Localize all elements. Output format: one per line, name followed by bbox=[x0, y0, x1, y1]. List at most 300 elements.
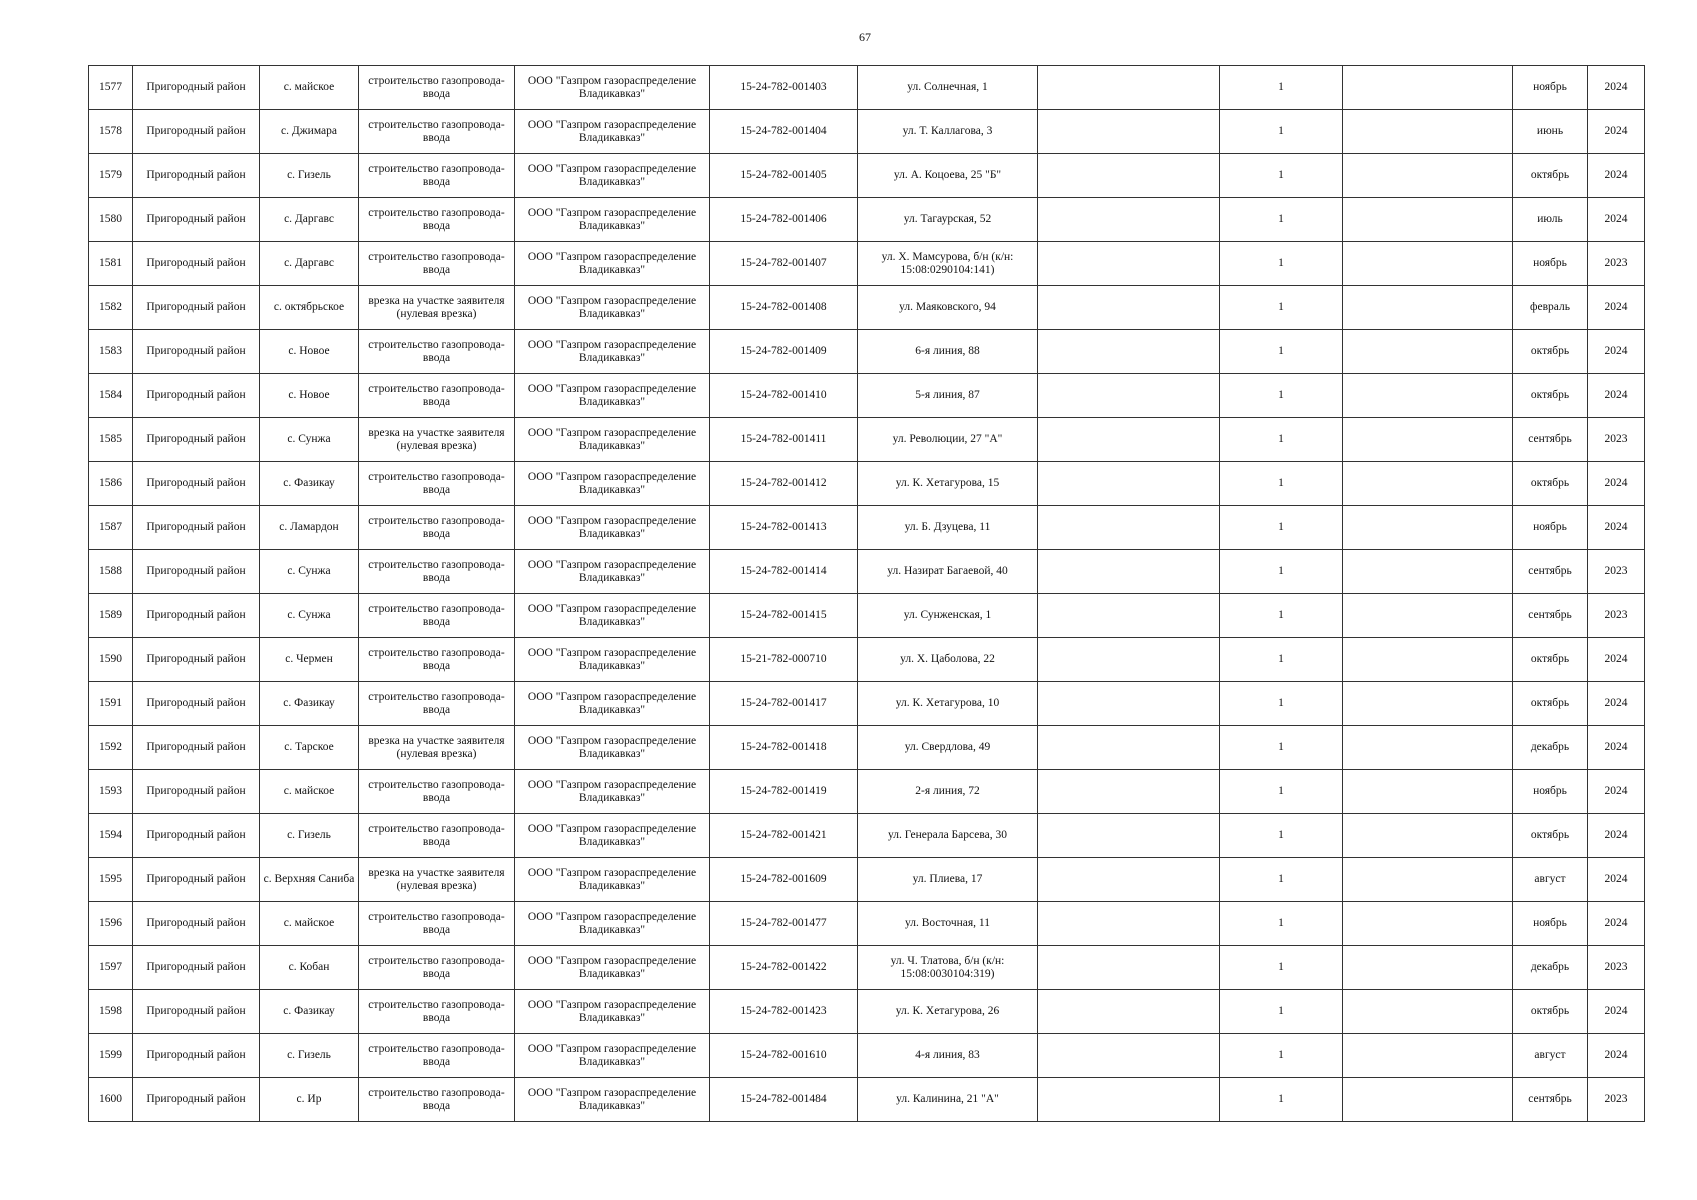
month-cell: октябрь bbox=[1513, 682, 1588, 726]
row-number: 1579 bbox=[89, 154, 133, 198]
address-cell: ул. Назират Багаевой, 40 bbox=[858, 550, 1038, 594]
month-cell: октябрь bbox=[1513, 814, 1588, 858]
address-cell: ул. Свердлова, 49 bbox=[858, 726, 1038, 770]
year-cell: 2024 bbox=[1588, 330, 1645, 374]
district-cell: Пригородный район bbox=[133, 462, 260, 506]
table-row bbox=[89, 550, 1645, 594]
application-number-cell: 15-24-782-001423 bbox=[710, 990, 858, 1034]
table-row bbox=[89, 506, 1645, 550]
application-number-cell: 15-21-782-000710 bbox=[710, 638, 858, 682]
district-cell: Пригородный район bbox=[133, 66, 260, 110]
application-number-cell: 15-24-782-001410 bbox=[710, 374, 858, 418]
work-type-cell: строительство газопровода-ввода bbox=[359, 902, 515, 946]
month-cell: август bbox=[1513, 858, 1588, 902]
year-cell: 2024 bbox=[1588, 462, 1645, 506]
table-row bbox=[89, 682, 1645, 726]
table-row bbox=[89, 638, 1645, 682]
address-cell: ул. Т. Каллагова, 3 bbox=[858, 110, 1038, 154]
count-cell: 1 bbox=[1220, 198, 1343, 242]
count-cell: 1 bbox=[1220, 1078, 1343, 1122]
table-row bbox=[89, 330, 1645, 374]
month-cell: декабрь bbox=[1513, 946, 1588, 990]
month-cell: сентябрь bbox=[1513, 594, 1588, 638]
organization-cell: ООО "Газпром газораспределение Владикавказ" bbox=[515, 330, 710, 374]
year-cell: 2023 bbox=[1588, 418, 1645, 462]
empty-cell bbox=[1343, 198, 1513, 242]
settlement-cell: с. майское bbox=[260, 902, 359, 946]
address-cell: ул. Б. Дзуцева, 11 bbox=[858, 506, 1038, 550]
empty-cell bbox=[1038, 66, 1220, 110]
address-cell: ул. А. Коцоева, 25 "Б" bbox=[858, 154, 1038, 198]
work-type-cell: строительство газопровода-ввода bbox=[359, 770, 515, 814]
organization-cell: ООО "Газпром газораспределение Владикавказ" bbox=[515, 506, 710, 550]
district-cell: Пригородный район bbox=[133, 858, 260, 902]
empty-cell bbox=[1343, 506, 1513, 550]
count-cell: 1 bbox=[1220, 638, 1343, 682]
work-type-cell: строительство газопровода-ввода bbox=[359, 990, 515, 1034]
settlement-cell: с. Чермен bbox=[260, 638, 359, 682]
empty-cell bbox=[1343, 286, 1513, 330]
empty-cell bbox=[1343, 682, 1513, 726]
row-number: 1584 bbox=[89, 374, 133, 418]
district-cell: Пригородный район bbox=[133, 242, 260, 286]
month-cell: октябрь bbox=[1513, 990, 1588, 1034]
address-cell: 4-я линия, 83 bbox=[858, 1034, 1038, 1078]
empty-cell bbox=[1038, 726, 1220, 770]
empty-cell bbox=[1343, 594, 1513, 638]
application-number-cell: 15-24-782-001413 bbox=[710, 506, 858, 550]
row-number: 1583 bbox=[89, 330, 133, 374]
row-number: 1598 bbox=[89, 990, 133, 1034]
application-number-cell: 15-24-782-001406 bbox=[710, 198, 858, 242]
year-cell: 2024 bbox=[1588, 990, 1645, 1034]
year-cell: 2024 bbox=[1588, 638, 1645, 682]
year-cell: 2024 bbox=[1588, 858, 1645, 902]
empty-cell bbox=[1038, 198, 1220, 242]
empty-cell bbox=[1343, 550, 1513, 594]
empty-cell bbox=[1343, 66, 1513, 110]
month-cell: август bbox=[1513, 1034, 1588, 1078]
organization-cell: ООО "Газпром газораспределение Владикавказ" bbox=[515, 242, 710, 286]
work-type-cell: строительство газопровода-ввода bbox=[359, 814, 515, 858]
empty-cell bbox=[1038, 506, 1220, 550]
settlement-cell: с. Гизель bbox=[260, 1034, 359, 1078]
month-cell: сентябрь bbox=[1513, 1078, 1588, 1122]
application-number-cell: 15-24-782-001407 bbox=[710, 242, 858, 286]
connections-table bbox=[88, 65, 1645, 1122]
month-cell: сентябрь bbox=[1513, 418, 1588, 462]
application-number-cell: 15-24-782-001417 bbox=[710, 682, 858, 726]
organization-cell: ООО "Газпром газораспределение Владикавказ" bbox=[515, 462, 710, 506]
count-cell: 1 bbox=[1220, 770, 1343, 814]
organization-cell: ООО "Газпром газораспределение Владикавказ" bbox=[515, 418, 710, 462]
address-cell: ул. К. Хетагурова, 15 bbox=[858, 462, 1038, 506]
count-cell: 1 bbox=[1220, 946, 1343, 990]
empty-cell bbox=[1038, 550, 1220, 594]
settlement-cell: с. Новое bbox=[260, 374, 359, 418]
empty-cell bbox=[1343, 374, 1513, 418]
table-row bbox=[89, 1078, 1645, 1122]
table-row bbox=[89, 770, 1645, 814]
row-number: 1586 bbox=[89, 462, 133, 506]
settlement-cell: с. Сунжа bbox=[260, 594, 359, 638]
count-cell: 1 bbox=[1220, 506, 1343, 550]
work-type-cell: врезка на участке заявителя (нулевая врезка) bbox=[359, 726, 515, 770]
row-number: 1589 bbox=[89, 594, 133, 638]
application-number-cell: 15-24-782-001411 bbox=[710, 418, 858, 462]
row-number: 1591 bbox=[89, 682, 133, 726]
district-cell: Пригородный район bbox=[133, 770, 260, 814]
work-type-cell: строительство газопровода-ввода bbox=[359, 1034, 515, 1078]
empty-cell bbox=[1038, 990, 1220, 1034]
month-cell: июнь bbox=[1513, 110, 1588, 154]
count-cell: 1 bbox=[1220, 374, 1343, 418]
year-cell: 2024 bbox=[1588, 198, 1645, 242]
table-row bbox=[89, 418, 1645, 462]
row-number: 1588 bbox=[89, 550, 133, 594]
organization-cell: ООО "Газпром газораспределение Владикавказ" bbox=[515, 902, 710, 946]
row-number: 1597 bbox=[89, 946, 133, 990]
empty-cell bbox=[1038, 418, 1220, 462]
table-row bbox=[89, 902, 1645, 946]
row-number: 1596 bbox=[89, 902, 133, 946]
address-cell: ул. К. Хетагурова, 10 bbox=[858, 682, 1038, 726]
empty-cell bbox=[1343, 770, 1513, 814]
empty-cell bbox=[1038, 1078, 1220, 1122]
row-number: 1593 bbox=[89, 770, 133, 814]
count-cell: 1 bbox=[1220, 110, 1343, 154]
row-number: 1578 bbox=[89, 110, 133, 154]
district-cell: Пригородный район bbox=[133, 946, 260, 990]
count-cell: 1 bbox=[1220, 242, 1343, 286]
table-row bbox=[89, 1034, 1645, 1078]
settlement-cell: с. Ламардон bbox=[260, 506, 359, 550]
settlement-cell: с. Ир bbox=[260, 1078, 359, 1122]
district-cell: Пригородный район bbox=[133, 682, 260, 726]
settlement-cell: с. Сунжа bbox=[260, 418, 359, 462]
district-cell: Пригородный район bbox=[133, 506, 260, 550]
organization-cell: ООО "Газпром газораспределение Владикавказ" bbox=[515, 990, 710, 1034]
application-number-cell: 15-24-782-001418 bbox=[710, 726, 858, 770]
district-cell: Пригородный район bbox=[133, 154, 260, 198]
settlement-cell: с. Даргавс bbox=[260, 198, 359, 242]
address-cell: ул. Тагаурская, 52 bbox=[858, 198, 1038, 242]
count-cell: 1 bbox=[1220, 550, 1343, 594]
address-cell: ул. К. Хетагурова, 26 bbox=[858, 990, 1038, 1034]
empty-cell bbox=[1038, 1034, 1220, 1078]
empty-cell bbox=[1038, 242, 1220, 286]
application-number-cell: 15-24-782-001415 bbox=[710, 594, 858, 638]
table-row bbox=[89, 66, 1645, 110]
year-cell: 2024 bbox=[1588, 814, 1645, 858]
application-number-cell: 15-24-782-001477 bbox=[710, 902, 858, 946]
empty-cell bbox=[1038, 594, 1220, 638]
address-cell: ул. Х. Цаболова, 22 bbox=[858, 638, 1038, 682]
organization-cell: ООО "Газпром газораспределение Владикавказ" bbox=[515, 154, 710, 198]
work-type-cell: строительство газопровода-ввода bbox=[359, 550, 515, 594]
address-cell: 6-я линия, 88 bbox=[858, 330, 1038, 374]
work-type-cell: строительство газопровода-ввода bbox=[359, 946, 515, 990]
empty-cell bbox=[1038, 682, 1220, 726]
address-cell: ул. Революции, 27 "А" bbox=[858, 418, 1038, 462]
count-cell: 1 bbox=[1220, 594, 1343, 638]
organization-cell: ООО "Газпром газораспределение Владикавказ" bbox=[515, 1034, 710, 1078]
empty-cell bbox=[1038, 770, 1220, 814]
year-cell: 2024 bbox=[1588, 902, 1645, 946]
application-number-cell: 15-24-782-001404 bbox=[710, 110, 858, 154]
address-cell: ул. Восточная, 11 bbox=[858, 902, 1038, 946]
month-cell: ноябрь bbox=[1513, 902, 1588, 946]
settlement-cell: с. Джимара bbox=[260, 110, 359, 154]
work-type-cell: строительство газопровода-ввода bbox=[359, 242, 515, 286]
count-cell: 1 bbox=[1220, 990, 1343, 1034]
empty-cell bbox=[1038, 858, 1220, 902]
application-number-cell: 15-24-782-001422 bbox=[710, 946, 858, 990]
settlement-cell: с. Гизель bbox=[260, 154, 359, 198]
year-cell: 2024 bbox=[1588, 770, 1645, 814]
settlement-cell: с. Даргавс bbox=[260, 242, 359, 286]
empty-cell bbox=[1038, 110, 1220, 154]
year-cell: 2024 bbox=[1588, 506, 1645, 550]
count-cell: 1 bbox=[1220, 66, 1343, 110]
empty-cell bbox=[1343, 242, 1513, 286]
empty-cell bbox=[1038, 946, 1220, 990]
empty-cell bbox=[1343, 902, 1513, 946]
district-cell: Пригородный район bbox=[133, 1078, 260, 1122]
address-cell: ул. Х. Мамсурова, б/н (к/н: 15:08:0290104:141) bbox=[858, 242, 1038, 286]
application-number-cell: 15-24-782-001610 bbox=[710, 1034, 858, 1078]
year-cell: 2024 bbox=[1588, 286, 1645, 330]
table-row bbox=[89, 594, 1645, 638]
district-cell: Пригородный район bbox=[133, 550, 260, 594]
year-cell: 2024 bbox=[1588, 154, 1645, 198]
row-number: 1592 bbox=[89, 726, 133, 770]
year-cell: 2023 bbox=[1588, 946, 1645, 990]
empty-cell bbox=[1343, 946, 1513, 990]
empty-cell bbox=[1038, 286, 1220, 330]
year-cell: 2024 bbox=[1588, 110, 1645, 154]
row-number: 1580 bbox=[89, 198, 133, 242]
month-cell: октябрь bbox=[1513, 154, 1588, 198]
year-cell: 2024 bbox=[1588, 1034, 1645, 1078]
organization-cell: ООО "Газпром газораспределение Владикавказ" bbox=[515, 638, 710, 682]
organization-cell: ООО "Газпром газораспределение Владикавказ" bbox=[515, 286, 710, 330]
empty-cell bbox=[1343, 638, 1513, 682]
work-type-cell: строительство газопровода-ввода bbox=[359, 154, 515, 198]
organization-cell: ООО "Газпром газораспределение Владикавказ" bbox=[515, 1078, 710, 1122]
application-number-cell: 15-24-782-001414 bbox=[710, 550, 858, 594]
year-cell: 2023 bbox=[1588, 594, 1645, 638]
settlement-cell: с. Сунжа bbox=[260, 550, 359, 594]
table-row bbox=[89, 374, 1645, 418]
address-cell: ул. Калинина, 21 "А" bbox=[858, 1078, 1038, 1122]
table-row bbox=[89, 198, 1645, 242]
district-cell: Пригородный район bbox=[133, 418, 260, 462]
table-row bbox=[89, 462, 1645, 506]
work-type-cell: строительство газопровода-ввода bbox=[359, 374, 515, 418]
empty-cell bbox=[1038, 154, 1220, 198]
organization-cell: ООО "Газпром газораспределение Владикавказ" bbox=[515, 946, 710, 990]
table-row bbox=[89, 858, 1645, 902]
organization-cell: ООО "Газпром газораспределение Владикавказ" bbox=[515, 594, 710, 638]
district-cell: Пригородный район bbox=[133, 814, 260, 858]
work-type-cell: врезка на участке заявителя (нулевая врезка) bbox=[359, 858, 515, 902]
work-type-cell: строительство газопровода-ввода bbox=[359, 110, 515, 154]
settlement-cell: с. Фазикау bbox=[260, 682, 359, 726]
work-type-cell: строительство газопровода-ввода bbox=[359, 462, 515, 506]
month-cell: ноябрь bbox=[1513, 770, 1588, 814]
count-cell: 1 bbox=[1220, 330, 1343, 374]
month-cell: июль bbox=[1513, 198, 1588, 242]
district-cell: Пригородный район bbox=[133, 726, 260, 770]
settlement-cell: с. Гизель bbox=[260, 814, 359, 858]
row-number: 1587 bbox=[89, 506, 133, 550]
month-cell: ноябрь bbox=[1513, 66, 1588, 110]
application-number-cell: 15-24-782-001408 bbox=[710, 286, 858, 330]
settlement-cell: с. Фазикау bbox=[260, 990, 359, 1034]
empty-cell bbox=[1343, 154, 1513, 198]
district-cell: Пригородный район bbox=[133, 198, 260, 242]
address-cell: ул. Ч. Тлатова, б/н (к/н: 15:08:0030104:319) bbox=[858, 946, 1038, 990]
application-number-cell: 15-24-782-001421 bbox=[710, 814, 858, 858]
district-cell: Пригородный район bbox=[133, 638, 260, 682]
settlement-cell: с. Новое bbox=[260, 330, 359, 374]
work-type-cell: строительство газопровода-ввода bbox=[359, 594, 515, 638]
table-row bbox=[89, 110, 1645, 154]
year-cell: 2023 bbox=[1588, 1078, 1645, 1122]
application-number-cell: 15-24-782-001403 bbox=[710, 66, 858, 110]
work-type-cell: врезка на участке заявителя (нулевая врезка) bbox=[359, 418, 515, 462]
empty-cell bbox=[1038, 638, 1220, 682]
empty-cell bbox=[1343, 858, 1513, 902]
count-cell: 1 bbox=[1220, 154, 1343, 198]
organization-cell: ООО "Газпром газораспределение Владикавказ" bbox=[515, 66, 710, 110]
settlement-cell: с. Кобан bbox=[260, 946, 359, 990]
year-cell: 2024 bbox=[1588, 66, 1645, 110]
row-number: 1594 bbox=[89, 814, 133, 858]
empty-cell bbox=[1343, 462, 1513, 506]
row-number: 1585 bbox=[89, 418, 133, 462]
empty-cell bbox=[1038, 814, 1220, 858]
month-cell: декабрь bbox=[1513, 726, 1588, 770]
district-cell: Пригородный район bbox=[133, 110, 260, 154]
application-number-cell: 15-24-782-001412 bbox=[710, 462, 858, 506]
count-cell: 1 bbox=[1220, 858, 1343, 902]
address-cell: 2-я линия, 72 bbox=[858, 770, 1038, 814]
address-cell: ул. Солнечная, 1 bbox=[858, 66, 1038, 110]
count-cell: 1 bbox=[1220, 1034, 1343, 1078]
page-number: 67 bbox=[859, 30, 871, 44]
month-cell: февраль bbox=[1513, 286, 1588, 330]
organization-cell: ООО "Газпром газораспределение Владикавказ" bbox=[515, 374, 710, 418]
empty-cell bbox=[1038, 902, 1220, 946]
address-cell: ул. Маяковского, 94 bbox=[858, 286, 1038, 330]
work-type-cell: строительство газопровода-ввода bbox=[359, 638, 515, 682]
settlement-cell: с. Тарское bbox=[260, 726, 359, 770]
address-cell: ул. Генерала Барсева, 30 bbox=[858, 814, 1038, 858]
month-cell: октябрь bbox=[1513, 374, 1588, 418]
count-cell: 1 bbox=[1220, 814, 1343, 858]
empty-cell bbox=[1038, 330, 1220, 374]
empty-cell bbox=[1038, 374, 1220, 418]
row-number: 1581 bbox=[89, 242, 133, 286]
month-cell: октябрь bbox=[1513, 462, 1588, 506]
organization-cell: ООО "Газпром газораспределение Владикавказ" bbox=[515, 682, 710, 726]
application-number-cell: 15-24-782-001609 bbox=[710, 858, 858, 902]
row-number: 1582 bbox=[89, 286, 133, 330]
organization-cell: ООО "Газпром газораспределение Владикавказ" bbox=[515, 770, 710, 814]
count-cell: 1 bbox=[1220, 902, 1343, 946]
work-type-cell: строительство газопровода-ввода bbox=[359, 66, 515, 110]
district-cell: Пригородный район bbox=[133, 374, 260, 418]
district-cell: Пригородный район bbox=[133, 1034, 260, 1078]
settlement-cell: с. Верхняя Саниба bbox=[260, 858, 359, 902]
table-row bbox=[89, 946, 1645, 990]
organization-cell: ООО "Газпром газораспределение Владикавказ" bbox=[515, 814, 710, 858]
settlement-cell: с. майское bbox=[260, 770, 359, 814]
year-cell: 2024 bbox=[1588, 726, 1645, 770]
count-cell: 1 bbox=[1220, 462, 1343, 506]
year-cell: 2024 bbox=[1588, 374, 1645, 418]
application-number-cell: 15-24-782-001419 bbox=[710, 770, 858, 814]
organization-cell: ООО "Газпром газораспределение Владикавказ" bbox=[515, 110, 710, 154]
district-cell: Пригородный район bbox=[133, 594, 260, 638]
empty-cell bbox=[1343, 418, 1513, 462]
organization-cell: ООО "Газпром газораспределение Владикавказ" bbox=[515, 858, 710, 902]
empty-cell bbox=[1343, 990, 1513, 1034]
table-row bbox=[89, 814, 1645, 858]
address-cell: ул. Сунженская, 1 bbox=[858, 594, 1038, 638]
month-cell: ноябрь bbox=[1513, 506, 1588, 550]
work-type-cell: строительство газопровода-ввода bbox=[359, 330, 515, 374]
district-cell: Пригородный район bbox=[133, 330, 260, 374]
district-cell: Пригородный район bbox=[133, 902, 260, 946]
work-type-cell: строительство газопровода-ввода bbox=[359, 1078, 515, 1122]
settlement-cell: с. октябрьское bbox=[260, 286, 359, 330]
table-row bbox=[89, 286, 1645, 330]
organization-cell: ООО "Газпром газораспределение Владикавказ" bbox=[515, 550, 710, 594]
row-number: 1599 bbox=[89, 1034, 133, 1078]
empty-cell bbox=[1343, 726, 1513, 770]
empty-cell bbox=[1343, 814, 1513, 858]
count-cell: 1 bbox=[1220, 682, 1343, 726]
work-type-cell: врезка на участке заявителя (нулевая врезка) bbox=[359, 286, 515, 330]
table-row bbox=[89, 242, 1645, 286]
empty-cell bbox=[1343, 1078, 1513, 1122]
organization-cell: ООО "Газпром газораспределение Владикавказ" bbox=[515, 726, 710, 770]
empty-cell bbox=[1343, 330, 1513, 374]
year-cell: 2023 bbox=[1588, 550, 1645, 594]
application-number-cell: 15-24-782-001409 bbox=[710, 330, 858, 374]
district-cell: Пригородный район bbox=[133, 286, 260, 330]
month-cell: октябрь bbox=[1513, 330, 1588, 374]
row-number: 1600 bbox=[89, 1078, 133, 1122]
table-row bbox=[89, 726, 1645, 770]
application-number-cell: 15-24-782-001484 bbox=[710, 1078, 858, 1122]
month-cell: октябрь bbox=[1513, 638, 1588, 682]
empty-cell bbox=[1038, 462, 1220, 506]
address-cell: 5-я линия, 87 bbox=[858, 374, 1038, 418]
empty-cell bbox=[1343, 1034, 1513, 1078]
empty-cell bbox=[1343, 110, 1513, 154]
year-cell: 2024 bbox=[1588, 682, 1645, 726]
work-type-cell: строительство газопровода-ввода bbox=[359, 506, 515, 550]
count-cell: 1 bbox=[1220, 418, 1343, 462]
work-type-cell: строительство газопровода-ввода bbox=[359, 682, 515, 726]
settlement-cell: с. майское bbox=[260, 66, 359, 110]
row-number: 1590 bbox=[89, 638, 133, 682]
district-cell: Пригородный район bbox=[133, 990, 260, 1034]
